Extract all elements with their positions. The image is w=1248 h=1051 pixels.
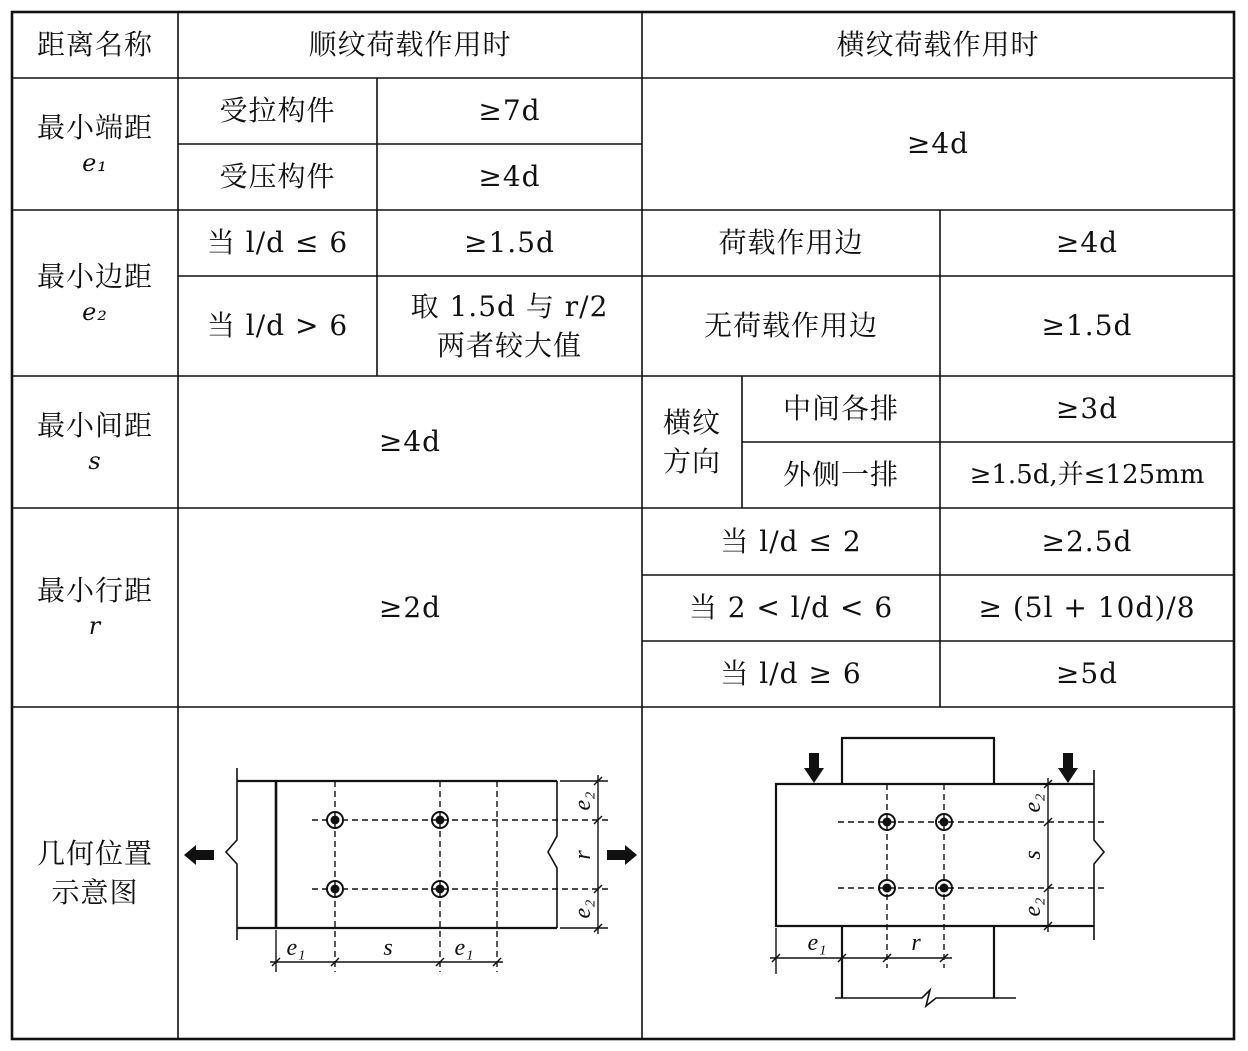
row-cond2-value-text: ≥ (5l + 10d)/8 [978,591,1196,625]
tension-value-text: ≥7d [478,94,541,128]
edge-distance-label [12,210,178,376]
left-e1-second-label: e₁ [454,935,474,961]
spacing-direction [642,376,742,508]
end-distance-perpendicular-text: ≥4d [906,127,970,161]
unloaded-edge-text: 无荷载作用边 [703,309,878,343]
tension-member-text: 受拉构件 [219,94,336,128]
loaded-edge-text: 荷载作用边 [718,226,864,260]
bolt-icons [327,812,448,897]
edge-distance-symbol: e₂ [82,297,108,326]
left-e2-top-label: e₂ [570,791,596,811]
right-arrow-icon [607,845,637,865]
compression-value [377,144,642,210]
row-cond3-value [940,641,1234,707]
edge-cond2-text: 当 l/d > 6 [206,309,349,343]
spacing-parallel-value [178,376,642,508]
left-e1-first-label: e₁ [286,935,306,961]
bolt-icons-right [879,814,952,896]
row-cond3-text: 当 l/d ≥ 6 [720,657,862,691]
header-perpendicular [642,12,1234,78]
row-cond1 [642,508,940,575]
diagram-label [12,707,178,1039]
edge-cond1-text: 当 l/d ≤ 6 [206,226,349,260]
header-name-text: 距离名称 [36,28,153,62]
row-cond1-value [940,508,1234,575]
row-cond1-text: 当 l/d ≤ 2 [720,524,862,558]
loaded-edge-value-text: ≥4d [1055,226,1119,260]
edge-distance-name: 最小边距 [36,259,153,293]
edge-cond1 [178,210,377,276]
edge-cond1-value [377,210,642,276]
left-e2-bottom-label: e₂ [570,899,596,919]
spacing-direction-line1: 横纹 [662,405,721,439]
header-parallel [178,12,642,78]
perpendicular-load-diagram [642,707,1234,1039]
compression-member-text: 受压构件 [219,160,336,194]
compression-member [178,144,377,210]
unloaded-edge [642,276,940,376]
spacing-symbol: s [88,446,102,475]
row-distance-parallel-value [178,508,642,707]
spacing-parallel-text: ≥4d [378,425,442,459]
end-distance-label [12,78,178,210]
row-cond2-value [940,575,1234,641]
middle-rows-text: 中间各排 [782,392,899,426]
unloaded-edge-value [940,276,1234,376]
row-distance-symbol: r [88,612,102,641]
outer-row-value-text: ≥1.5d,并≤125mm [969,459,1205,490]
outer-row-value [940,442,1234,508]
middle-rows-value-text: ≥3d [1055,392,1119,426]
left-arrow-icon [184,845,214,865]
tension-member [178,78,377,144]
loaded-edge-value [940,210,1234,276]
header-name [12,12,178,78]
edge-cond2-value-line1: 取 1.5d 与 r/2 [410,289,609,323]
down-arrow-right-icon [1058,753,1078,783]
right-e2-top-label: e₂ [1020,793,1046,813]
end-distance-symbol: e₁ [82,148,108,177]
row-distance-label [12,508,178,707]
middle-rows [742,376,940,442]
edge-cond2 [178,276,377,376]
unloaded-edge-value-text: ≥1.5d [1041,309,1133,343]
row-cond2-text: 当 2 < l/d < 6 [688,591,894,625]
compression-value-text: ≥4d [478,160,541,194]
left-r-label: r [570,850,596,860]
outer-row [742,442,940,508]
left-s-label: s [383,935,393,961]
end-distance-perpendicular-value [642,78,1234,210]
header-perpendicular-text: 横纹荷载作用时 [836,28,1040,62]
outer-row-text: 外侧一排 [782,458,899,492]
right-e1-label: e₁ [807,930,827,956]
down-arrow-left-icon [804,753,824,783]
header-parallel-text: 顺纹荷载作用时 [308,28,512,62]
tension-value [377,78,642,144]
row-cond3 [642,641,940,707]
end-distance-name: 最小端距 [36,110,153,144]
edge-cond1-value-text: ≥1.5d [464,226,555,260]
diagram-label-line1: 几何位置 [36,836,153,870]
middle-rows-value [940,376,1234,442]
spacing-direction-line2: 方向 [662,445,721,478]
right-r-label: r [911,930,921,956]
right-s-label: s [1020,850,1046,860]
spacing-label [12,376,178,508]
edge-cond2-value [377,276,642,376]
row-cond1-value-text: ≥2.5d [1041,524,1133,558]
row-cond2 [642,575,940,641]
row-distance-parallel-text: ≥2d [378,590,442,624]
diagram-label-line2: 示意图 [51,876,139,909]
parallel-load-diagram [178,707,642,1039]
right-e2-bottom-label: e₂ [1020,897,1046,917]
row-cond3-value-text: ≥5d [1055,657,1119,691]
edge-cond2-value-line2: 两者较大值 [436,329,582,362]
spacing-name: 最小间距 [36,408,153,442]
row-distance-name: 最小行距 [36,574,153,608]
loaded-edge [642,210,940,276]
